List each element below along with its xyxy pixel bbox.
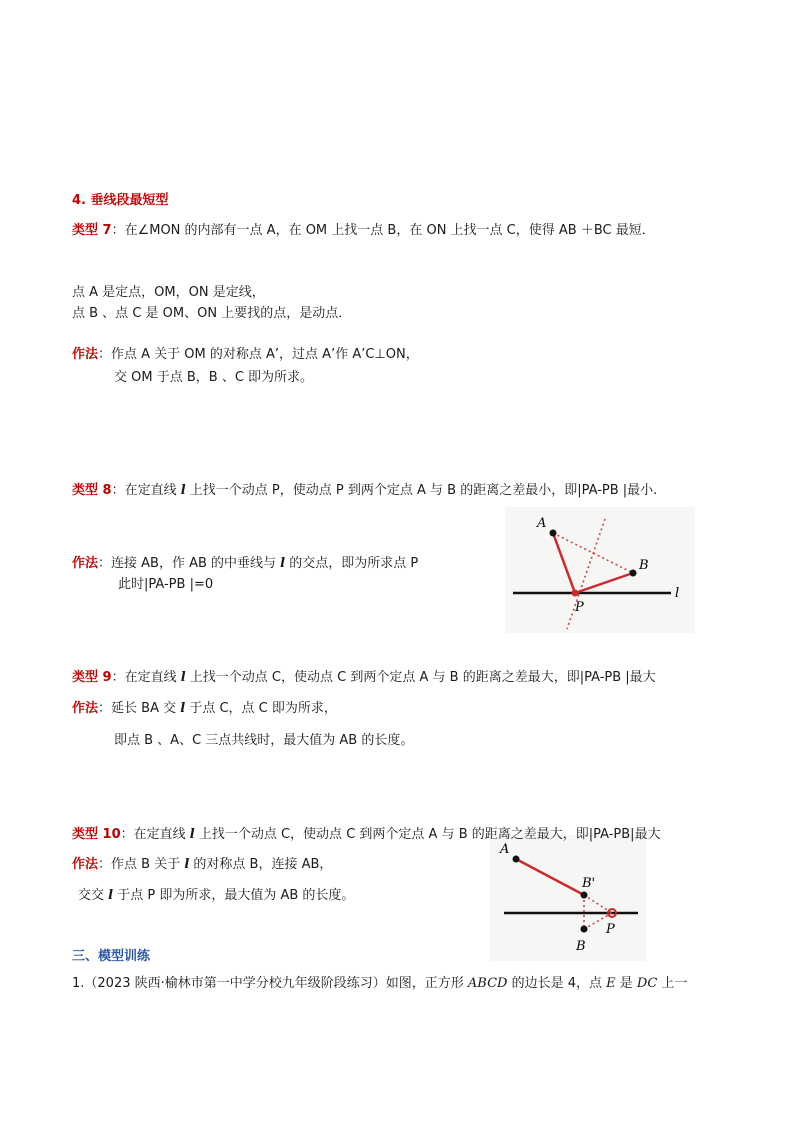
type8-method2: 此时|PA-PB |=0	[118, 577, 214, 592]
type9-method2: 即点 B 、A、C 三点共线时，最大值为 AB 的长度。	[114, 733, 414, 748]
type10-method	[72, 856, 332, 874]
type10-point-b-prime	[581, 892, 588, 899]
type8-method1a: ：连接 AB，作 AB 的中垂线与	[98, 556, 281, 571]
type10-point-b	[581, 926, 588, 933]
type8-perp-bisector	[567, 519, 605, 629]
type10-label-b: B	[576, 939, 586, 954]
type10-method1a: ：作点 B 关于	[98, 857, 185, 872]
type10-label: 类型 10	[72, 827, 121, 842]
type8-figure	[505, 507, 695, 633]
type9-method1b: 于点 C，点 C 即为所求，	[185, 701, 337, 716]
type10-text-b: 上找一个动点 C，使动点 C 到两个定点 A 与 B 的距离之差最大，即|PA-PB|最大	[194, 827, 661, 842]
type10-point-a	[513, 856, 520, 863]
type8-label-b: B	[639, 558, 649, 573]
q1-source: （2023 陕西·榆林市第一中学分校九年级阶段练习）如图，正方形	[84, 976, 468, 991]
type8-l-symbol: l	[180, 483, 186, 498]
type9-text-b: 上找一个动点 C，使动点 C 到两个定点 A 与 B 的距离之差最大，即|PA-PB |最大	[185, 670, 656, 685]
q1-end: 上一	[657, 976, 688, 991]
type9-method	[72, 700, 337, 718]
type8-label: 类型 8	[72, 483, 112, 498]
type9-label: 类型 9	[72, 670, 112, 685]
type8-method1b: 的交点，即为所求点 P	[285, 556, 419, 571]
q1-dc: DC	[636, 976, 658, 991]
type10-figure	[490, 835, 646, 961]
type8-text-b: 上找一个动点 P，使动点 P 到两个定点 A 与 B 的距离之差最小，即|PA-PB |最小.	[185, 483, 658, 498]
type8-point-b	[630, 570, 637, 577]
type9-method-l: l	[180, 701, 186, 716]
type8-segment-pb	[575, 573, 633, 593]
q1-number: 1.	[72, 976, 85, 991]
type10-text-a: ：在定直线	[120, 827, 190, 842]
type10-segment-ab	[516, 859, 584, 895]
q1-abcd: ABCD	[467, 976, 508, 991]
type10-statement	[72, 826, 661, 844]
type7-text: ：在∠MON 的内部有一点 A，在 OM 上找一点 B，在 ON 上找一点 C，使得 AB ＋BC 最短．	[111, 223, 655, 238]
type7-method-label: 作法	[72, 347, 99, 362]
type7-line1: 点 A 是定点，OM，ON 是定线，	[72, 285, 265, 300]
q1-mid: 的边长是 4，点	[507, 976, 607, 991]
q1-mid2: 是	[615, 976, 637, 991]
type10-method2a: 交交	[78, 888, 109, 903]
type9-method1a: ：延长 BA 交	[98, 701, 181, 716]
type10-label-p: P	[606, 922, 615, 937]
type9-l-symbol: l	[180, 670, 186, 685]
q1-e: E	[606, 976, 616, 991]
type8-method-label: 作法	[72, 556, 99, 571]
type8-method-l: l	[280, 556, 286, 571]
type10-label-b-prime: B'	[582, 876, 596, 891]
type7-method2: 交 OM 于点 B，B 、C 即为所求。	[114, 370, 314, 385]
type10-label-a: A	[500, 842, 510, 857]
type10-method2-l: l	[108, 888, 114, 903]
type8-method	[72, 555, 418, 573]
type8-label-a: A	[537, 516, 547, 531]
type8-statement	[72, 482, 657, 500]
type8-text-a: ：在定直线	[111, 483, 181, 498]
section-3-title: 三、模型训练	[72, 949, 151, 964]
type10-method2	[78, 887, 354, 905]
type7-method	[72, 346, 419, 364]
type7-line2: 点 B 、点 C 是 OM、ON 上要找的点，是动点．	[72, 306, 352, 321]
type10-figure-svg	[490, 835, 646, 961]
type7-label: 类型 7	[72, 223, 112, 238]
type10-method2b: 于点 P 即为所求，最大值为 AB 的长度。	[113, 888, 355, 903]
type8-figure-svg	[505, 507, 695, 633]
section-4-title: 4. 垂线段最短型	[72, 193, 169, 208]
type10-method-l: l	[184, 857, 190, 872]
type8-label-p: P	[575, 600, 584, 615]
type8-point-p	[572, 590, 579, 597]
type8-point-a	[550, 530, 557, 537]
type10-method1b: 的对称点 B，连接 AB，	[189, 857, 333, 872]
question-1	[72, 975, 687, 993]
type9-method-label: 作法	[72, 701, 99, 716]
type10-method-label: 作法	[72, 857, 99, 872]
type7-method1: ：作点 A 关于 OM 的对称点 A’，过点 A’作 A’C⊥ON，	[98, 347, 419, 362]
type9-statement	[72, 669, 656, 687]
type10-l-symbol: l	[189, 827, 195, 842]
type8-label-l: l	[675, 586, 680, 601]
type7-statement	[72, 222, 655, 240]
type9-text-a: ：在定直线	[111, 670, 181, 685]
